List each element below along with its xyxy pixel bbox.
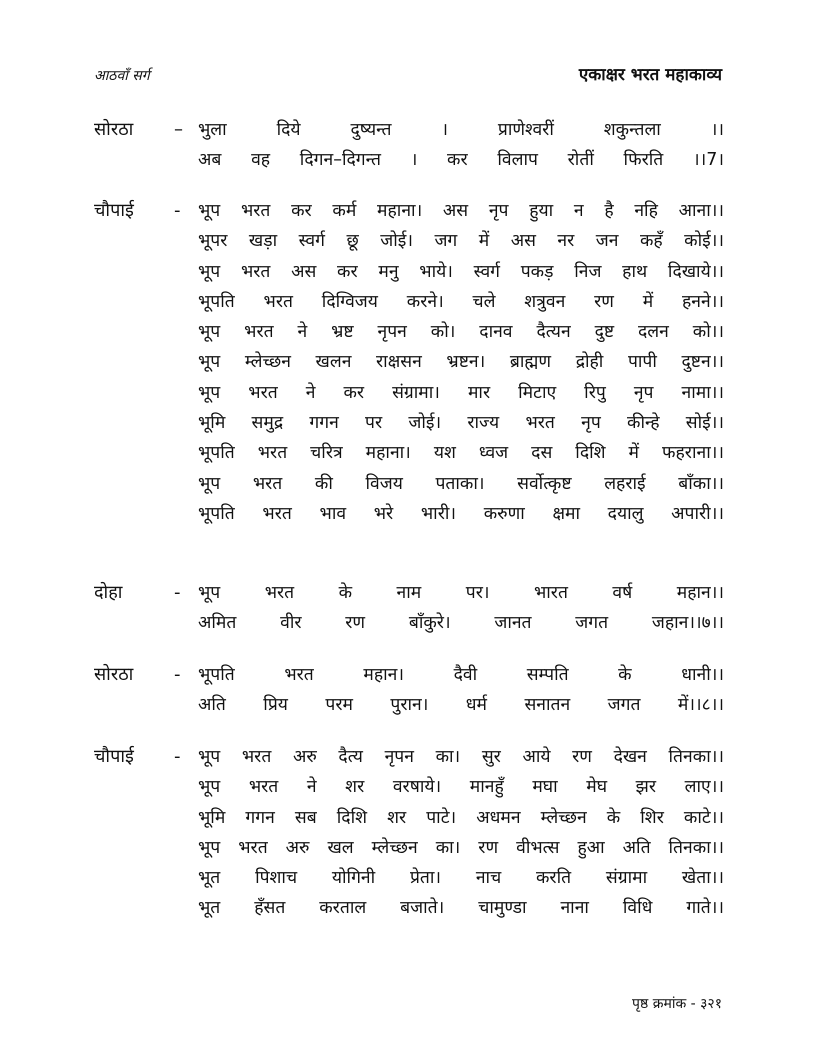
verse-lines: [198, 660, 724, 721]
verse-type-label: सोरठा: [94, 664, 134, 685]
verse-lines: [198, 115, 724, 176]
verse-line: भूप भरत के नाम पर। भारत वर्ष महान।।: [198, 583, 724, 603]
book-title: एकाक्षर भरत महाकाव्य: [578, 65, 722, 85]
verse-line: भूमि गगन सब दिशि शर पाटे। अधमन म्लेच्छन के शिर काटे।।: [198, 807, 724, 828]
running-header: [94, 62, 722, 85]
verse-line: भूप भरत कर कर्म महाना। अस नृप हुया न है नहि आना।।: [198, 201, 724, 221]
chapter-title: आठवाँ सर्ग: [94, 68, 150, 84]
verse-dash: -: [174, 746, 181, 767]
verse-line: भूप भरत ने भ्रष्ट नृपन को। दानव दैत्यन दुष्ट दलन को।।: [198, 322, 724, 343]
verse-line: अति प्रिय परम पुरान। धर्म सनातन जगत में।।८।।: [198, 695, 724, 716]
verse-line: भूप भरत अरु खल म्लेच्छन का। रण वीभत्स हुआ अति तिनका।।: [198, 837, 724, 858]
verse-line: भूपति भरत दिग्विजय करने। चले शत्रुवन रण में हनने।।: [198, 291, 724, 312]
verse-line: अमित वीर रण बाँकुरे। जानत जगत जहान।।७।।: [198, 613, 724, 634]
verse-line: भूप भरत की विजय पताका। सर्वोत्कृष्ट लहराई बाँका।।: [198, 473, 724, 494]
verse-type-label: सोरठा: [94, 119, 134, 140]
verse-type-label: चौपाई: [94, 200, 134, 221]
verse-dash: –: [174, 119, 183, 140]
verse-line: भूप भरत ने कर संग्रामा। मार मिटाए रिपु नृप नामा।।: [198, 382, 724, 403]
verse-dash: -: [174, 582, 181, 603]
verse-line: भूपति भरत भाव भरे भारी। करुणा क्षमा दयालु अपारी।।: [198, 503, 724, 524]
verse-section-chaupai-1: [94, 196, 724, 529]
verse-type-label: दोहा: [94, 582, 123, 603]
verse-dash: -: [174, 200, 181, 221]
verse-type-label: चौपाई: [94, 746, 134, 767]
verse-line: भूप भरत अरु दैत्य नृपन का। सुर आये रण देखन तिनका।।: [198, 747, 724, 767]
verse-lines: [198, 196, 724, 529]
verse-section-soratha-2: [94, 660, 724, 721]
verse-line: भूपर खड़ा स्वर्ग छू जोई। जग में अस नर जन कहँ कोई।।: [198, 231, 724, 252]
verse-line: भूपति भरत चरित्र महाना। यश ध्वज दस दिशि में फहराना।।: [198, 443, 724, 464]
page-number: पृष्ठ क्रमांक - ३२१: [632, 996, 722, 1012]
verse-line: भूप भरत ने शर वरषाये। मानहुँ मघा मेघ झर लाए।।: [198, 777, 724, 798]
verse-line: भुला दिये दुष्यन्त । प्राणेश्वरीं शकुन्तला ।।: [198, 120, 724, 140]
verse-line: भूमि समुद्र गगन पर जोई। राज्य भरत नृप कीन्हे सोई।।: [198, 413, 724, 434]
verse-section-soratha-1: [94, 115, 724, 176]
verse-lines: [198, 578, 724, 639]
verse-lines: [198, 742, 724, 924]
verse-line: भूत हँसत करताल बजाते। चामुण्डा नाना विधि गाते।।: [198, 898, 724, 919]
verse-line: भूप म्लेच्छन खलन राक्षसन भ्रष्टन। ब्राह्मण द्रोही पापी दुष्टन।।: [198, 352, 724, 373]
verse-section-chaupai-2: [94, 742, 724, 924]
verse-dash: -: [174, 664, 181, 685]
verse-line: भूपति भरत महान। दैवी सम्पति के धानी।।: [198, 665, 724, 685]
verse-line: भूत पिशाच योगिनी प्रेता। नाच करति संग्रामा खेता।।: [198, 868, 724, 889]
verse-line: अब वह दिगन–दिगन्त । कर विलाप रोतीं फिरति ।।7।: [198, 150, 724, 171]
verse-section-doha: [94, 578, 724, 639]
verse-line: भूप भरत अस कर मनु भाये। स्वर्ग पकड़ निज हाथ दिखाये।।: [198, 261, 724, 282]
